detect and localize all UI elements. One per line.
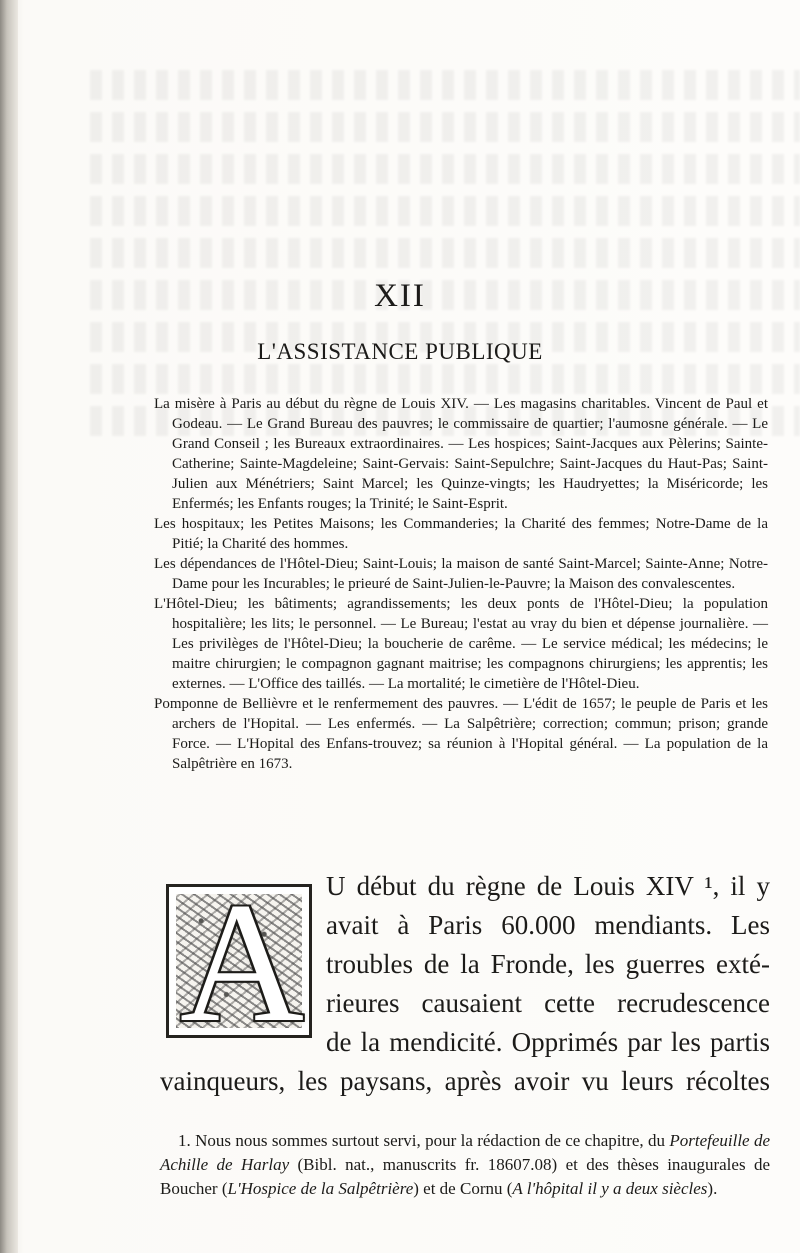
summary-paragraph: La misère à Paris au début du règne de Louis XIV. — Les magasins charitables. Vincent de Paul et Godeau. — Le Grand Bureau des pauvres; le commissaire de quartier; l'aumosne générale. — Le Grand Conseil ; les Bureaux extraordinaires. — Les hospices; Saint-Jacques aux Pèlerins; Sainte-Catherine; Sainte-Magdeleine; Saint-Gervais: Saint-Sepulchre; Saint-Jacques du Haut-Pas; Saint-Julien aux Ménétriers; Saint Marcel; les Quinze-vingts; les Haudryettes; la Miséricorde; les Enfermés; les Enfants rouges; la Trinité; le Saint-Esprit.: [154, 396, 768, 512]
footnote-text: (Bibl. nat., manuscrits fr. 18607.08) et des thèses inaugurales de Boucher (: [160, 1155, 770, 1198]
footnote-citation: Portefeuille de Achille de Harlay: [160, 1131, 770, 1174]
show-through-line: [90, 112, 800, 142]
summary-paragraph: Pomponne de Bellièvre et le renfermement des pauvres. — L'édit de 1657; le peuple de Paris et les archers de l'Hopital. — Les enfermés. — La Salpêtrière; correction; commun; prison; grande Force. — L'Hopital des Enfans-trouvez; sa réunion à l'Hopital général. — La population de la Salpêtrière en 1673.: [154, 696, 768, 772]
footnote-marker: 1.: [178, 1131, 191, 1150]
body-line: troubles de la Fronde, les guerres exté-: [326, 949, 770, 979]
show-through-line: [90, 154, 800, 184]
page-binding-edge: [0, 0, 18, 1253]
chapter-number: XII: [374, 278, 426, 314]
summary-paragraph: Les hospitaux; les Petites Maisons; les Commanderies; la Charité des femmes; Notre-Dame de la Pitié; la Charité des hommes.: [154, 516, 768, 552]
summary-paragraph: Les dépendances de l'Hôtel-Dieu; Saint-Louis; la maison de santé Saint-Marcel; Sainte-Anne; Notre-Dame pour les Incurables; le prieuré de Saint-Julien-le-Pauvre; la Maison des convalescentes.: [154, 556, 768, 592]
show-through-line: [90, 238, 800, 268]
footnote-citation: L'Hospice de la Salpêtrière: [227, 1179, 414, 1198]
footnote-text: ).: [707, 1179, 718, 1198]
summary-paragraph: L'Hôtel-Dieu; les bâtiments; agrandissements; les deux ponts de l'Hôtel-Dieu; la population hospitalière; les lits; le personnel. — Le Bureau; l'estat au vray du bien et dépense journalière. — Les privilèges de l'Hôtel-Dieu; la boucherie de carême. — Le service médical; les médecins; le maitre chirurgien; le compagnon gagnant maitrise; les compagnons chirurgiens; les apprentis; les externes. — L'Office des taillés. — La mortalité; le cimetière de l'Hôtel-Dieu.: [154, 596, 768, 692]
footnote-citation: A l'hôpital il y a deux siècles: [512, 1179, 708, 1198]
body-line: avait à Paris 60.000 mendiants. Les: [326, 910, 770, 940]
body-line: de la mendicité. Opprimés par les partis: [326, 1027, 770, 1057]
chapter-title: L'ASSISTANCE PUBLIQUE: [257, 339, 543, 364]
footnote: [160, 1129, 770, 1201]
show-through-line: [90, 364, 800, 394]
body-line: U début du règne de Louis XIV ¹, il y: [326, 871, 770, 901]
chapter-body-text: [160, 867, 770, 1101]
show-through-line: [90, 70, 800, 100]
footnote-text: Nous nous sommes surtout servi, pour la rédaction de ce chapitre, du: [195, 1131, 670, 1150]
drop-cap-letter: A: [179, 884, 305, 1038]
body-line: vainqueurs, les paysans, après avoir vu leurs récoltes: [160, 1066, 770, 1096]
footnote-text: ) et de Cornu (: [413, 1179, 513, 1198]
show-through-line: [90, 196, 800, 226]
body-line: rieures causaient cette recrudescence: [326, 988, 770, 1018]
chapter-summary: [154, 394, 768, 774]
